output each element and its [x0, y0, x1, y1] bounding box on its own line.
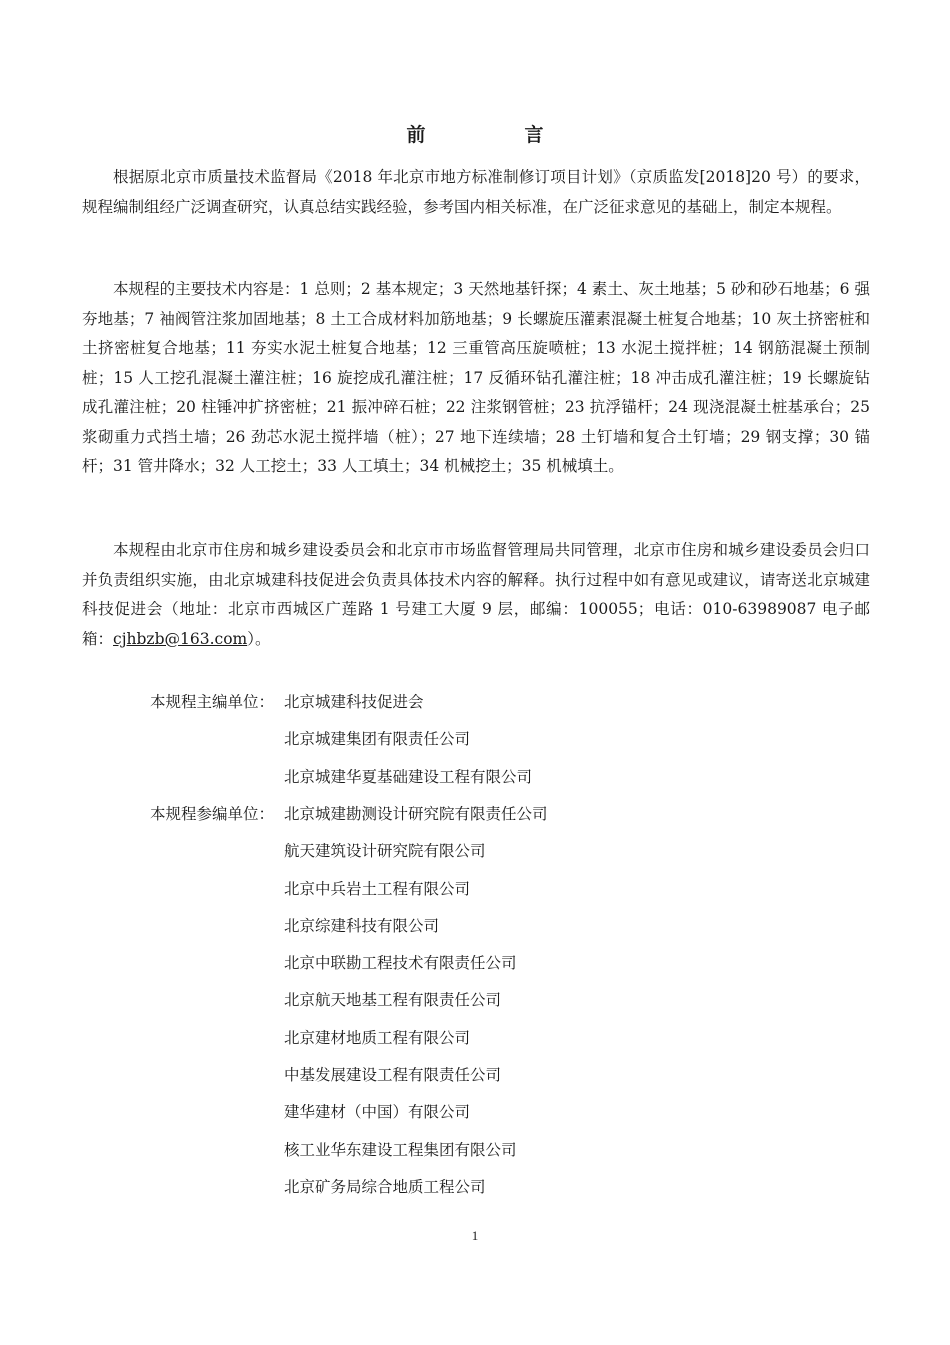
org-row — [150, 1020, 548, 1057]
org-row — [150, 721, 532, 758]
org-row — [150, 759, 532, 796]
org-row — [150, 1094, 548, 1131]
org-row — [150, 833, 548, 870]
participating-unit: 建华建材（中国）有限公司 — [284, 1103, 471, 1122]
org-row — [150, 1057, 548, 1094]
chief-editor-label: 本规程主编单位： — [150, 693, 275, 711]
page-number: 1 — [471, 1228, 479, 1243]
participating-units — [150, 796, 548, 1206]
org-row — [150, 871, 548, 908]
participating-unit: 北京航天地基工程有限责任公司 — [284, 991, 502, 1010]
chief-editor-units — [150, 684, 532, 796]
org-row — [150, 796, 548, 833]
participating-unit: 北京城建勘测设计研究院有限责任公司 — [284, 805, 548, 823]
org-row — [150, 945, 548, 982]
paragraph-management — [82, 536, 870, 654]
org-row — [150, 1132, 548, 1169]
paragraph-technical-contents: 本规程的主要技术内容是：1 总则；2 基本规定；3 天然地基钎探；4 素土、灰土地基；5 砂和砂石地基；6 强夯地基；7 袖阀管注浆加固地基；8 土工合成材料加筋地基；9 长螺旋压灌素混凝土桩复合地基；10 灰土挤密桩和土挤密桩复合地基；11 夯实水泥土桩复合地基；12 三重管高压旋喷桩；13 水泥土搅拌桩；14 钢筋混凝土预制桩；15 人工挖孔混凝土灌注桩；16 旋挖成孔灌注桩；17 反循环钻孔灌注桩；18 冲击成孔灌注桩；19 长螺旋钻成孔灌注桩；20 柱锤冲扩挤密桩；21 振冲碎石桩；22 注浆钢管桩；23 抗浮锚杆；24 现浇混凝土桩基承台；25 浆砌重力式挡土墙；26 劲芯水泥土搅拌墙（桩）；27 地下连续墙；28 土钉墙和复合土钉墙；29 钢支撑；30 锚杆；31 管井降水；32 人工挖土；33 人工填土；34 机械挖土；35 机械填土。 — [82, 280, 870, 475]
paragraph-basis: 根据原北京市质量技术监督局《2018 年北京市地方标准制修订项目计划》（京质监发[2018]20 号）的要求，规程编制组经广泛调查研究，认真总结实践经验，参考国内相关标准，在广泛征求意见的基础上，制定本规程。 — [82, 168, 870, 216]
participating-unit: 核工业华东建设工程集团有限公司 — [284, 1140, 517, 1159]
chief-editor-unit: 北京城建集团有限责任公司 — [284, 730, 471, 749]
chief-editor-unit: 北京城建华夏基础建设工程有限公司 — [284, 767, 533, 786]
participating-label: 本规程参编单位： — [150, 805, 275, 823]
email-link[interactable]: cjhbzb@163.com — [113, 629, 248, 648]
participating-unit: 北京综建科技有限公司 — [284, 916, 440, 935]
participating-unit: 北京中兵岩土工程有限公司 — [284, 879, 471, 898]
management-text: 本规程由北京市住房和城乡建设委员会和北京市市场监督管理局共同管理，北京市住房和城乡建设委员会归口并负责组织实施，由北京城建科技促进会负责具体技术内容的解释。执行过程中如有意见或建议，请寄送北京城建科技促进会（地址：北京市西城区广莲路 1 号建工大厦 9 层，邮编：100055；电话：010-63989087 电子邮箱： — [82, 541, 870, 648]
org-row — [150, 908, 548, 945]
participating-unit: 北京建材地质工程有限公司 — [284, 1028, 471, 1047]
org-row — [150, 684, 532, 721]
participating-unit: 中基发展建设工程有限责任公司 — [284, 1066, 502, 1085]
org-row — [150, 982, 548, 1019]
org-row — [150, 1169, 548, 1206]
participating-unit: 北京中联勘工程技术有限责任公司 — [284, 954, 517, 973]
participating-unit: 北京矿务局综合地质工程公司 — [284, 1177, 486, 1196]
page-title: 前 言 — [406, 124, 584, 146]
chief-editor-unit: 北京城建科技促进会 — [284, 693, 424, 711]
management-suffix: ）。 — [247, 629, 271, 648]
participating-unit: 航天建筑设计研究院有限公司 — [284, 842, 486, 861]
